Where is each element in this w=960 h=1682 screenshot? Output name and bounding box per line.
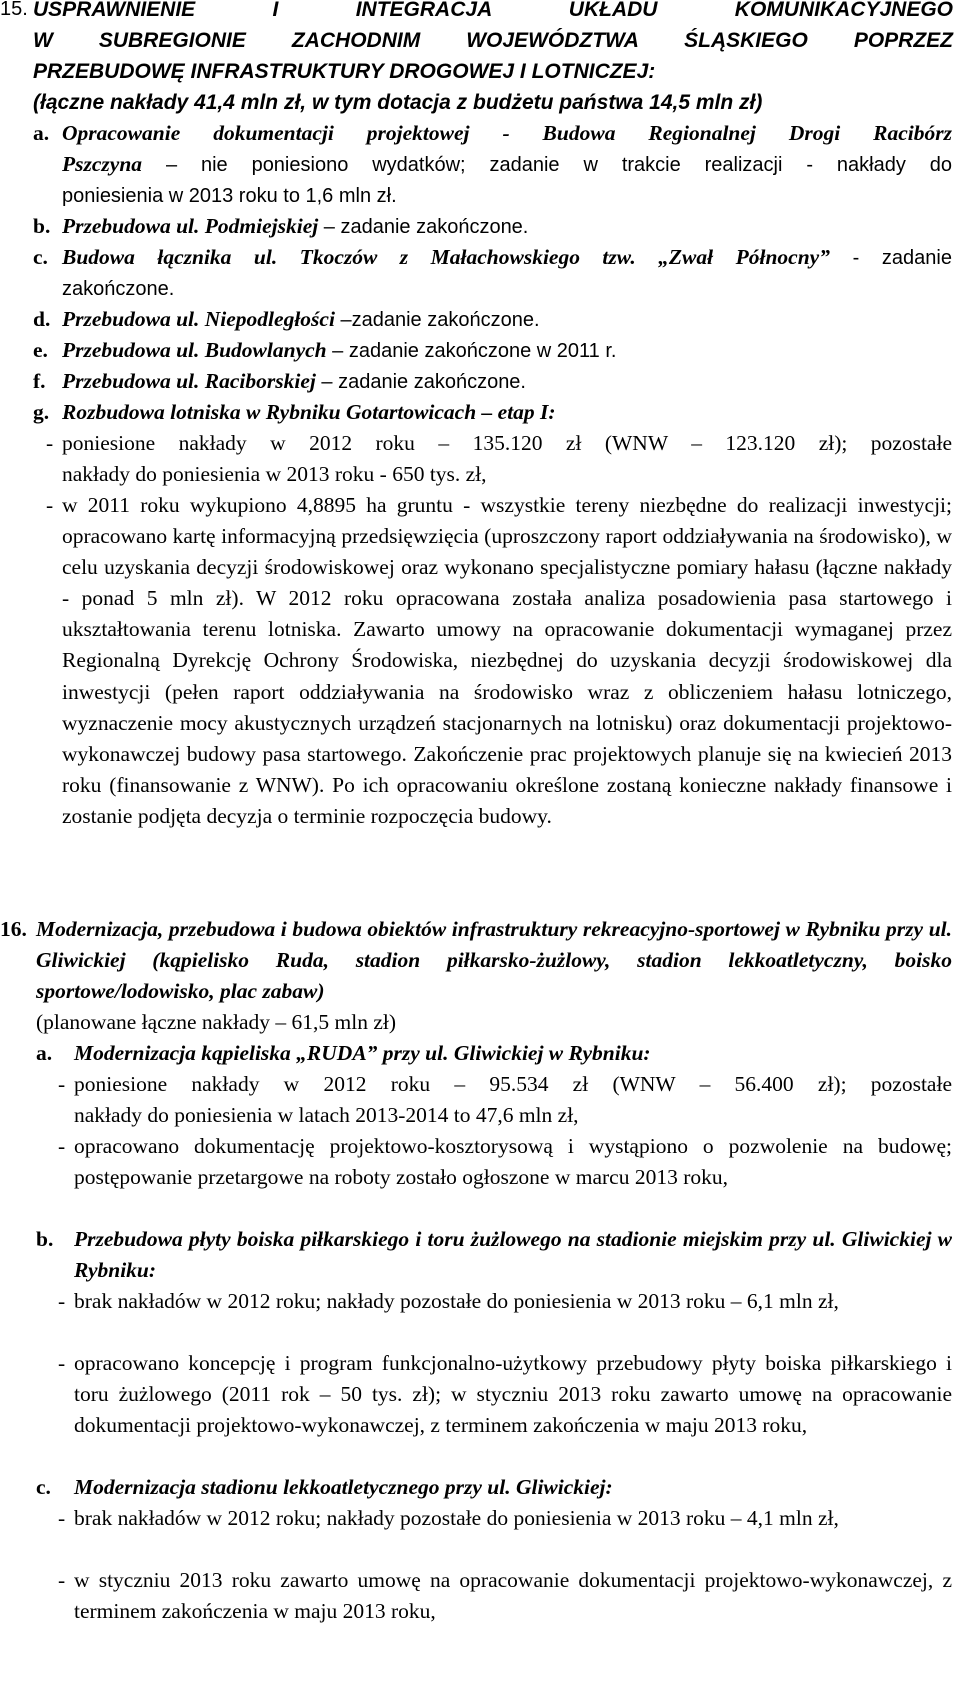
item-16b-letter: b. (36, 1227, 54, 1251)
item-15f-line (62, 366, 526, 398)
item-15c-status: - zadanie (829, 247, 952, 269)
item-16a-bullet-2-text: opracowano dokumentację projektowo-kosztorysową i wystąpiono o pozwolenie na budowę; postępowanie przetargowe na roboty zostało ogłoszone w marcu 2013 roku, (74, 1134, 952, 1190)
item-16b-bullet-2-text: opracowano koncepcję i program funkcjonalno-użytkowy przebudowy płyty boiska piłkarskiego i toru żużlowego (2011 rok – 50 tys. zł); w styczniu 2013 roku zawarto umowę na opracowanie dokumentacji projektowo-wykonawczej, z terminem zakończenia w maju 2013 roku, (74, 1351, 952, 1438)
item-16a-bullet-1-body (74, 1069, 952, 1131)
item-16b-title: Przebudowa płyty boiska piłkarskiego i toru żużlowego na stadionie miejskim przy ul. Gliwickiej w Rybniku: (74, 1227, 952, 1283)
section-15-title-line-3: PRZEBUDOWĘ INFRASTRUKTURY DROGOWEJ I LOTNICZEJ: (33, 60, 656, 83)
item-15c-title: Budowa łącznika ul. Tkoczów z Małachowskiego tzw. „Zwał Północny” (62, 245, 830, 269)
item-16a-bullet-1-line-1: poniesione nakłady w 2012 roku – 95.534 zł (WNW – 56.400 zł); pozostałe (74, 1072, 952, 1096)
item-15c-letter: c. (33, 245, 48, 269)
item-15b-line (62, 211, 528, 243)
section-15-number: 15. (0, 0, 28, 20)
item-15g-bullet-2-text: w 2011 roku wykupiono 4,8895 ha gruntu - wszystkie tereny niezbędne do realizacji inwestycji; opracowano kartę informacyjną przedsięwzięcia (uproszczony raport oddziaływania na środowisko), w celu uzyskania decyzji środowiskowej oraz wykonano specjalistyczne pomiary hałasu (łączne nakłady - ponad 5 mln zł). W 2012 roku opracowana została analiza posadowienia pasa startowego i ukształtowania terenu lotniska. Zawarto umowy na opracowanie dokumentacji wymaganej przez Regionalną Dyrekcję Ochrony Środowiska, niezbędnej do uzyskania decyzji środowiskowej dla inwestycji (pełen raport oddziaływania na środowisko wraz z obliczeniem hałasu lotniczego, wyznaczenie mocy akustycznych urządzeń stacjonarnych na lotnisku) oraz dokumentacji projektowo-wykonawczej budowy pasa startowego. Zakończenie prac projektowych planuje się na kwiecień 2013 roku (finansowanie z WNW). Po ich opracowaniu określone zostaną konieczne nakłady finansowe i zostanie podjęta decyzja o terminie rozpoczęcia budowy. (62, 493, 952, 828)
item-15b-status: – zadanie zakończone. (318, 216, 529, 238)
section-16-title: Modernizacja, przebudowa i budowa obiektów infrastruktury rekreacyjno-sportowej w Rybniku przy ul. Gliwickiej (kąpielisko Ruda, stadion piłkarsko-żużlowy, stadion lekkoatletyczny, boisko sportowe/lodowisko, plac zabaw) (36, 917, 952, 1004)
item-15c-line-1 (62, 242, 952, 274)
item-16a-bullet-1-dash: - (58, 1072, 66, 1096)
item-15a-status: – nie poniesiono wydatków; zadanie w trakcie realizacji - nakłady do (142, 154, 952, 177)
item-15a-body (62, 118, 952, 212)
item-16c-bullet-1-text: brak nakładów w 2012 roku; nakłady pozostałe do poniesienia w 2013 roku – 4,1 mln zł, (74, 1506, 839, 1530)
section-15-title (33, 0, 953, 118)
item-15f-letter: f. (33, 369, 46, 393)
item-15g-bullet-1-dash: - (46, 431, 54, 455)
item-15d-letter: d. (33, 307, 51, 331)
item-16a-bullet-1-line-2: nakłady do poniesienia w latach 2013-2014 to 47,6 mln zł, (74, 1103, 579, 1128)
item-16a-letter: a. (36, 1041, 53, 1065)
item-15g-bullet-1-line-1: poniesione nakłady w 2012 roku – 135.120 zł (WNW – 123.120 zł); pozostałe (62, 431, 952, 455)
item-15b-letter: b. (33, 214, 51, 238)
item-16c-title: Modernizacja stadionu lekkoatletycznego przy ul. Gliwickiej: (74, 1475, 613, 1499)
item-15g-letter: g. (33, 400, 50, 424)
item-16a-bullet-2-dash: - (58, 1134, 66, 1158)
item-15c-body (62, 242, 952, 305)
item-15a-title: Opracowanie dokumentacji projektowej - Budowa Regionalnej Drogi Racibórz (62, 121, 952, 145)
item-15d-title: Przebudowa ul. Niepodległości (62, 307, 335, 331)
item-15f-status: – zadanie zakończone. (315, 371, 526, 393)
section-16-subtitle: (planowane łączne nakłady – 61,5 mln zł) (36, 1010, 396, 1034)
item-15e-title: Przebudowa ul. Budowlanych (62, 338, 327, 362)
section-15-title-line-4: (łączne nakłady 41,4 mln zł, w tym dotacja z budżetu państwa 14,5 mln zł) (33, 91, 763, 114)
item-15a-title-cont: Pszczyna (62, 152, 143, 177)
item-15e-status: – zadanie zakończone w 2011 r. (326, 340, 617, 362)
item-15d-line (62, 304, 540, 336)
item-16b-bullet-1-dash: - (58, 1289, 66, 1313)
item-16b-bullet-2-dash: - (58, 1351, 66, 1375)
item-15a-letter: a. (33, 121, 50, 145)
item-15e-letter: e. (33, 338, 48, 362)
item-16b-bullet-1-text: brak nakładów w 2012 roku; nakłady pozostałe do poniesienia w 2013 roku – 6,1 mln zł, (74, 1289, 839, 1313)
item-15d-status: –zadanie zakończone. (334, 309, 540, 331)
item-16c-bullet-1-dash: - (58, 1506, 66, 1530)
item-16c-bullet-2-text: w styczniu 2013 roku zawarto umowę na opracowanie dokumentacji projektowo-wykonawczej, z terminem zakończenia w maju 2013 roku, (74, 1568, 952, 1624)
item-15b-title: Przebudowa ul. Podmiejskiej (62, 214, 319, 238)
item-15a-line-3: poniesienia w 2013 roku to 1,6 mln zł. (62, 185, 397, 208)
section-16-number: 16. (0, 917, 27, 941)
item-16c-letter: c. (36, 1475, 51, 1499)
item-16c-bullet-2-dash: - (58, 1568, 66, 1592)
item-15g-title: Rozbudowa lotniska w Rybniku Gotartowicach – etap I: (62, 400, 556, 424)
section-15-title-line-1: USPRAWNIENIE I INTEGRACJA UKŁADU KOMUNIKACYJNEGO (33, 0, 953, 21)
item-15g-bullet-2-dash: - (46, 493, 54, 517)
section-15-title-line-2: W SUBREGIONIE ZACHODNIM WOJEWÓDZTWA ŚLĄSKIEGO POPRZEZ (33, 29, 953, 52)
item-15c-line-2: zakończone. (62, 278, 175, 301)
item-15a-line-2 (62, 149, 952, 181)
item-15g-bullet-1-line-2: nakłady do poniesienia w 2013 roku - 650 tys. zł, (62, 462, 487, 487)
item-15f-title: Przebudowa ul. Raciborskiej (62, 369, 316, 393)
item-16a-title: Modernizacja kąpieliska „RUDA” przy ul. Gliwickiej w Rybniku: (74, 1041, 651, 1065)
item-15g-bullet-1-body (62, 428, 952, 490)
item-15e-line (62, 335, 616, 367)
